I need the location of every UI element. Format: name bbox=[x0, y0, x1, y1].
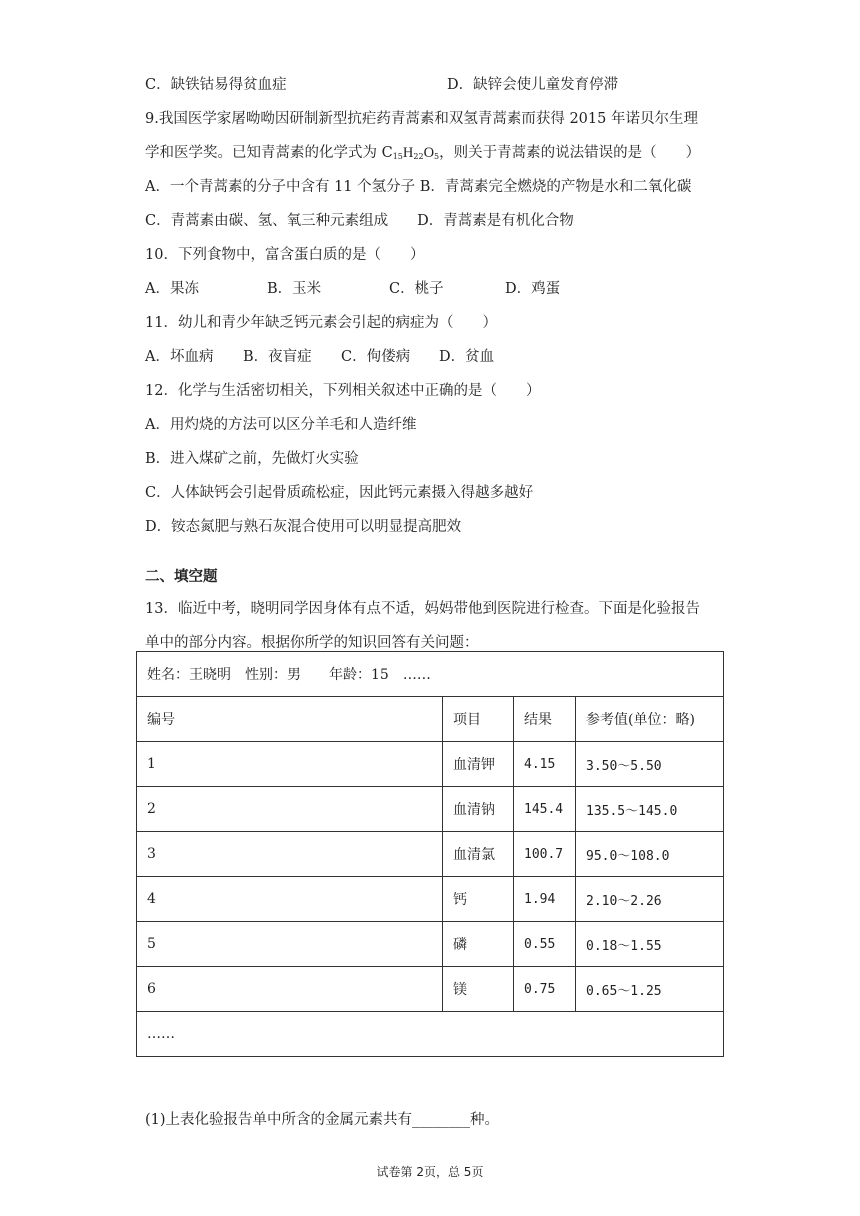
cell-result: 1.94 bbox=[514, 877, 576, 922]
header-number: 编号 bbox=[137, 697, 443, 742]
table-row bbox=[137, 967, 724, 1012]
header-item: 项目 bbox=[443, 697, 514, 742]
patient-info-row bbox=[137, 652, 724, 697]
cell-number: 4 bbox=[137, 877, 443, 922]
q11-option-a: A．坏血病 bbox=[145, 349, 214, 365]
table-row bbox=[137, 787, 724, 832]
ellipsis-cell: …… bbox=[137, 1012, 724, 1057]
q10-option-c: C．桃子 bbox=[389, 281, 444, 297]
formula-sub-h: 22 bbox=[413, 152, 424, 161]
q12-option-a: A．用灼烧的方法可以区分羊毛和人造纤维 bbox=[145, 417, 417, 433]
q11-option-d: D．贫血 bbox=[439, 349, 495, 365]
cell-reference: 95.0～108.0 bbox=[576, 832, 724, 877]
patient-info: 姓名：王晓明 性别：男 年龄：15 …… bbox=[137, 652, 724, 697]
q11-stem: 11．幼儿和青少年缺乏钙元素会引起的病症为（ ） bbox=[145, 315, 497, 331]
q12-option-d: D．铵态氮肥与熟石灰混合使用可以明显提高肥效 bbox=[145, 519, 462, 535]
q13-stem-line1: 13．临近中考，晓明同学因身体有点不适，妈妈带他到医院进行检查。下面是化验报告 bbox=[145, 601, 700, 617]
cell-item: 血清钠 bbox=[443, 787, 514, 832]
table-row bbox=[137, 832, 724, 877]
section-heading: 二、填空题 bbox=[145, 569, 218, 585]
q9-stem-tail: ，则关于青蒿素的说法错误的是（ ） bbox=[439, 145, 701, 161]
q9-options-ab: A．一个青蒿素的分子中含有 11 个氢分子 B．青蒿素完全燃烧的产物是水和二氧化碳 bbox=[145, 179, 692, 195]
cell-reference: 0.18～1.55 bbox=[576, 922, 724, 967]
q9-stem-line1: 9.我国医学家屠呦呦因研制新型抗疟药青蒿素和双氢青蒿素而获得 2015 年诺贝尔生理 bbox=[145, 111, 698, 127]
cell-item: 钙 bbox=[443, 877, 514, 922]
cell-item: 镁 bbox=[443, 967, 514, 1012]
ellipsis-row bbox=[137, 1012, 724, 1057]
q12-option-b: B．进入煤矿之前，先做灯火实验 bbox=[145, 451, 359, 467]
cell-reference: 0.65～1.25 bbox=[576, 967, 724, 1012]
cell-reference: 3.50～5.50 bbox=[576, 742, 724, 787]
q10-option-b: B．玉米 bbox=[267, 281, 322, 297]
cell-result: 4.15 bbox=[514, 742, 576, 787]
cell-result: 100.7 bbox=[514, 832, 576, 877]
cell-number: 3 bbox=[137, 832, 443, 877]
cell-number: 6 bbox=[137, 967, 443, 1012]
cell-reference: 2.10～2.26 bbox=[576, 877, 724, 922]
cell-reference: 135.5～145.0 bbox=[576, 787, 724, 832]
q13-stem-line2: 单中的部分内容。根据你所学的知识回答有关问题： bbox=[145, 635, 479, 651]
q9-stem-text: 学和医学奖。已知青蒿素的化学式为 C bbox=[145, 145, 393, 161]
header-result: 结果 bbox=[514, 697, 576, 742]
q8-option-d: D．缺锌会使儿童发育停滞 bbox=[447, 77, 619, 93]
formula-sub-o: 5 bbox=[434, 152, 440, 161]
q12-stem: 12．化学与生活密切相关，下列相关叙述中正确的是（ ） bbox=[145, 383, 541, 399]
q10-stem: 10．下列食物中，富含蛋白质的是（ ） bbox=[145, 247, 425, 263]
q10-option-a: A．果冻 bbox=[145, 281, 199, 297]
q10-option-d: D．鸡蛋 bbox=[505, 281, 561, 297]
table-row bbox=[137, 742, 724, 787]
cell-result: 145.4 bbox=[514, 787, 576, 832]
header-reference: 参考值(单位：略) bbox=[576, 697, 724, 742]
table-row bbox=[137, 877, 724, 922]
cell-number: 5 bbox=[137, 922, 443, 967]
formula-sub-c: 15 bbox=[392, 152, 403, 161]
formula-o: O bbox=[423, 145, 435, 161]
q9-options-cd: C．青蒿素由碳、氢、氧三种元素组成 D．青蒿素是有机化合物 bbox=[145, 213, 574, 229]
q8-option-c: C．缺铁钴易得贫血症 bbox=[145, 77, 287, 93]
table-row bbox=[137, 922, 724, 967]
cell-result: 0.55 bbox=[514, 922, 576, 967]
cell-item: 磷 bbox=[443, 922, 514, 967]
table-header-row bbox=[137, 697, 724, 742]
q11-options bbox=[145, 345, 494, 366]
cell-result: 0.75 bbox=[514, 967, 576, 1012]
formula-h: H bbox=[402, 145, 414, 161]
page-footer: 试卷第 2页，总 5页 bbox=[376, 1165, 484, 1179]
q9-stem-line2 bbox=[145, 141, 700, 162]
cell-item: 血清氯 bbox=[443, 832, 514, 877]
cell-item: 血清钾 bbox=[443, 742, 514, 787]
q11-option-b: B．夜盲症 bbox=[243, 349, 312, 365]
cell-number: 1 bbox=[137, 742, 443, 787]
sub-question-1: (1)上表化验报告单中所含的金属元素共有________种。 bbox=[145, 1112, 500, 1128]
lab-report-table bbox=[136, 651, 724, 1057]
q12-option-c: C．人体缺钙会引起骨质疏松症，因此钙元素摄入得越多越好 bbox=[145, 485, 534, 501]
q11-option-c: C．佝偻病 bbox=[341, 349, 411, 365]
cell-number: 2 bbox=[137, 787, 443, 832]
q10-options bbox=[145, 277, 560, 298]
